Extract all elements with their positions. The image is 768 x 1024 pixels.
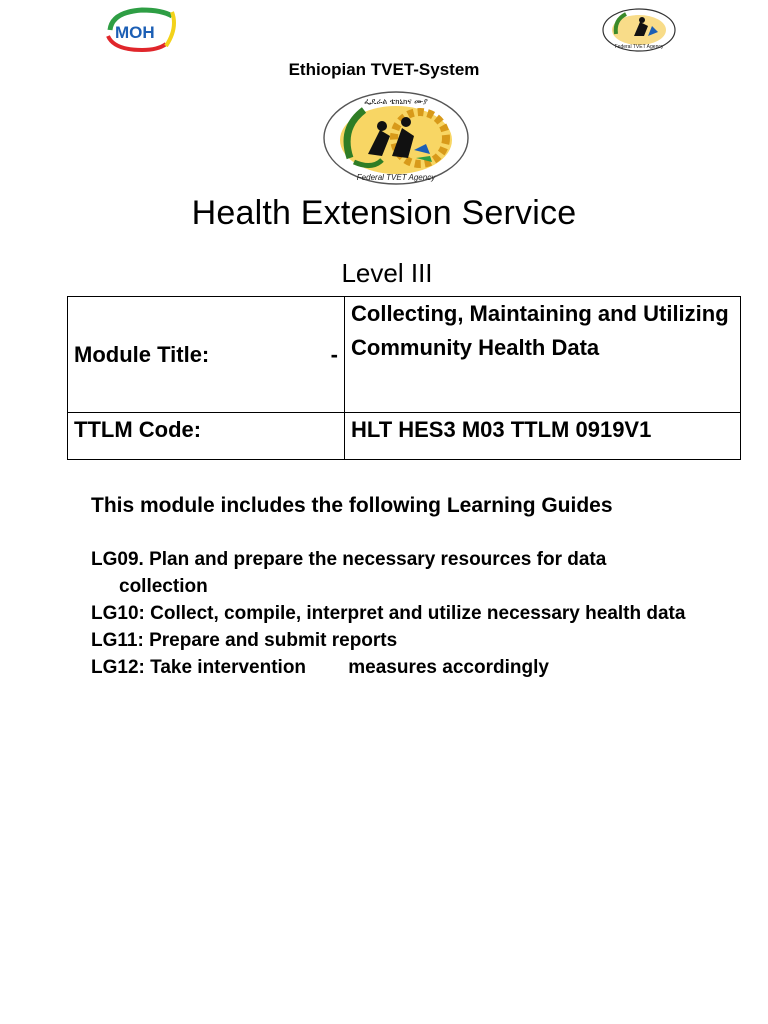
learning-guides-intro: This module includes the following Learning Guides <box>91 494 613 517</box>
learning-guide-item: LG12: Take intervention measures accordingly <box>91 657 549 678</box>
module-title-value: Collecting, Maintaining and Utilizing Community Health Data <box>345 297 741 413</box>
module-title-dash: - <box>330 341 338 367</box>
module-title-row <box>68 297 741 413</box>
module-info-table <box>67 296 741 460</box>
learning-guide-item: LG11: Prepare and submit reports <box>91 630 398 651</box>
system-title: Ethiopian TVET-System <box>288 60 480 79</box>
moh-logo-text: MOH <box>115 23 155 42</box>
module-title-label-cell <box>68 297 345 413</box>
ttlm-code-label: TTLM Code: <box>68 413 345 460</box>
moh-logo <box>102 6 178 54</box>
page-title: Health Extension Service <box>191 194 577 232</box>
learning-guides-list <box>91 546 691 681</box>
level-label: Level III <box>341 258 433 288</box>
small-logo-text: Federal TVET Agency <box>614 44 664 50</box>
svg-text:ፌዴራል ቴክኒክና ሙያ: ፌዴራል ቴክኒክና ሙያ <box>364 97 428 106</box>
learning-guide-item: LG10: Collect, compile, interpret and utilize necessary health data <box>91 603 686 624</box>
ttlm-code-row <box>68 413 741 460</box>
federal-tvet-agency-small-logo <box>600 6 678 54</box>
learning-guide-item: LG09. Plan and prepare the necessary resources for data collection <box>91 549 612 597</box>
ttlm-code-value: HLT HES3 M03 TTLM 0919V1 <box>345 413 741 460</box>
module-title-label: Module Title: <box>74 341 210 367</box>
federal-tvet-agency-logo <box>320 88 472 188</box>
agency-logo-text: Federal TVET Agency <box>356 173 436 182</box>
